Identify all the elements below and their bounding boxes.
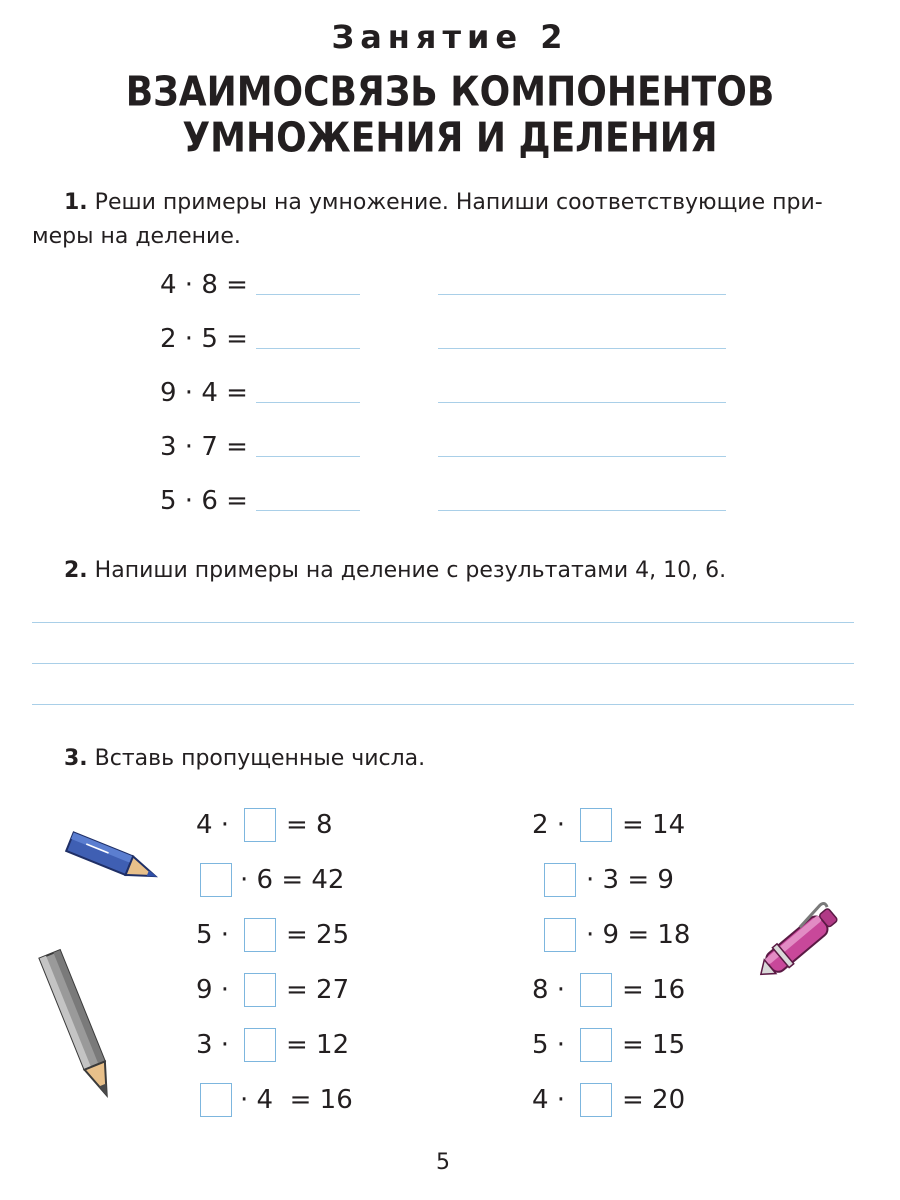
task1-division-line[interactable] <box>438 348 726 349</box>
missing-number-box[interactable] <box>244 973 276 1007</box>
missing-number-expr-after: · 6 = 42 <box>240 865 345 895</box>
page-number: 5 <box>436 1150 450 1175</box>
task1-division-line[interactable] <box>438 510 726 511</box>
missing-number-expr-before: 2 · <box>532 810 566 840</box>
task2-number: 2. <box>64 558 88 583</box>
task1-answer-line[interactable] <box>256 294 360 295</box>
missing-number-expr-after: · 3 = 9 <box>586 865 674 895</box>
lesson-label: Занятие 2 <box>331 18 569 56</box>
task2-answer-line[interactable] <box>32 704 854 705</box>
task1-division-line[interactable] <box>438 456 726 457</box>
task1-number: 1. <box>64 190 88 215</box>
missing-number-expr-after: = 27 <box>286 975 350 1005</box>
task1-example-1: 4 · 8 = <box>160 270 248 300</box>
task1-answer-line[interactable] <box>256 348 360 349</box>
missing-number-expr-after: · 4 = 16 <box>240 1085 353 1115</box>
missing-number-box[interactable] <box>580 808 612 842</box>
missing-number-box[interactable] <box>200 1083 232 1117</box>
page-title-line-1: ВЗАИМОСВЯЗЬ КОМПОНЕНТОВ <box>125 68 775 117</box>
missing-number-expr-before: 5 · <box>532 1030 566 1060</box>
task1-text-line2: меры на деление. <box>32 224 241 249</box>
missing-number-expr-before: 5 · <box>196 920 230 950</box>
missing-number-expr-after: = 14 <box>622 810 686 840</box>
task1-example-3: 9 · 4 = <box>160 378 248 408</box>
task2-answer-line[interactable] <box>32 622 854 623</box>
missing-number-box[interactable] <box>580 1083 612 1117</box>
task1-answer-line[interactable] <box>256 510 360 511</box>
missing-number-box[interactable] <box>544 918 576 952</box>
missing-number-expr-after: = 20 <box>622 1085 686 1115</box>
grey-pencil-icon <box>36 944 126 1114</box>
missing-number-expr-before: 3 · <box>196 1030 230 1060</box>
task1-division-line[interactable] <box>438 294 726 295</box>
missing-number-expr-after: = 12 <box>286 1030 350 1060</box>
missing-number-box[interactable] <box>580 1028 612 1062</box>
task1-example-2: 2 · 5 = <box>160 324 248 354</box>
missing-number-expr-before: 9 · <box>196 975 230 1005</box>
task2-text: Напиши примеры на деление с результатами 4, 10, 6. <box>94 558 727 583</box>
missing-number-box[interactable] <box>200 863 232 897</box>
task2-instruction <box>64 554 726 588</box>
missing-number-expr-after: = 8 <box>286 810 333 840</box>
missing-number-expr-after: · 9 = 18 <box>586 920 691 950</box>
missing-number-expr-before: 4 · <box>196 810 230 840</box>
task2-answer-line[interactable] <box>32 663 854 664</box>
task1-instruction <box>64 186 823 220</box>
task1-answer-line[interactable] <box>256 402 360 403</box>
missing-number-box[interactable] <box>244 918 276 952</box>
page-title-line-2: УМНОЖЕНИЯ И ДЕЛЕНИЯ <box>182 114 718 163</box>
task1-division-line[interactable] <box>438 402 726 403</box>
task3-text: Вставь пропущенные числа. <box>94 746 426 771</box>
pink-pen-icon <box>748 884 858 994</box>
missing-number-box[interactable] <box>244 808 276 842</box>
task1-example-5: 5 · 6 = <box>160 486 248 516</box>
task1-answer-line[interactable] <box>256 456 360 457</box>
missing-number-box[interactable] <box>244 1028 276 1062</box>
missing-number-expr-after: = 16 <box>622 975 686 1005</box>
missing-number-expr-before: 8 · <box>532 975 566 1005</box>
task3-number: 3. <box>64 746 88 771</box>
task1-example-4: 3 · 7 = <box>160 432 248 462</box>
missing-number-expr-after: = 25 <box>286 920 350 950</box>
missing-number-box[interactable] <box>544 863 576 897</box>
missing-number-box[interactable] <box>580 973 612 1007</box>
missing-number-expr-after: = 15 <box>622 1030 686 1060</box>
task3-instruction <box>64 742 425 776</box>
task1-text-line1: Реши примеры на умножение. Напиши соответствующие при- <box>94 190 823 215</box>
missing-number-expr-before: 4 · <box>532 1085 566 1115</box>
blue-pencil-icon <box>60 826 170 896</box>
